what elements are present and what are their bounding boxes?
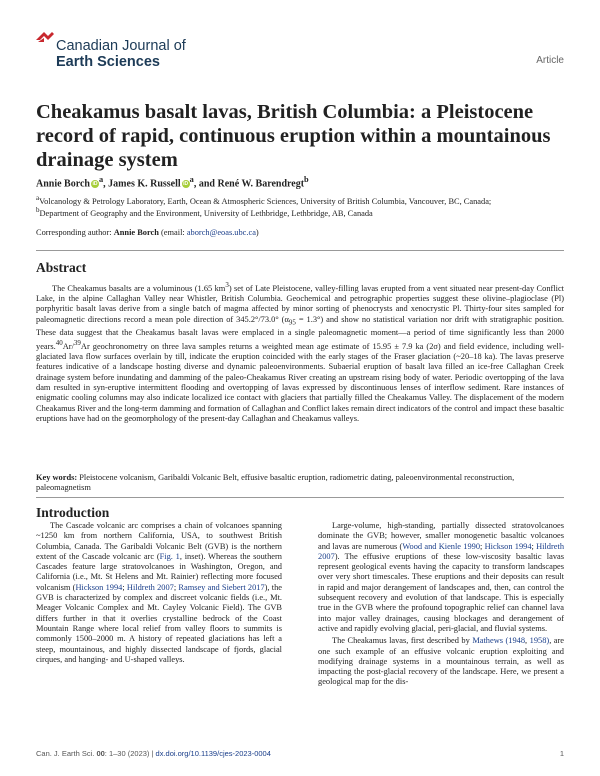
footer-journal: Can. J. Earth Sci. bbox=[36, 749, 97, 758]
author-affiliation-sup: b bbox=[304, 175, 309, 184]
citation-link[interactable]: 1958) bbox=[529, 636, 550, 646]
abstract-sup: 40 bbox=[55, 338, 63, 347]
intro-paragraph bbox=[318, 521, 564, 634]
affiliation bbox=[36, 194, 491, 206]
corresponding-name: Annie Borch bbox=[113, 228, 159, 237]
intro-text: ; bbox=[122, 582, 127, 592]
affiliation bbox=[36, 206, 373, 218]
author-name[interactable]: James K. Russell bbox=[108, 178, 181, 190]
intro-text: Large-volume, high-standing, partially dissected stratovolcanoes dominate the GVB; however, smaller monogenetic basaltic volcanoes and lavas are numerous ( bbox=[318, 521, 564, 551]
citation-link[interactable]: Hildreth 2007 bbox=[126, 582, 174, 592]
keywords-text: Pleistocene volcanism, Garibaldi Volcanic Belt, effusive basaltic eruption, radiometric dating, paleoenvironmental reconstruction, paleomagnetism bbox=[36, 473, 515, 493]
divider bbox=[36, 497, 564, 498]
intro-text: The Cascade volcanic arc comprises a chain of volcanoes spanning ~1250 km from northern California, USA, to southwest British Columbia, Canada. The Garibaldi Volcanic Belt (GVB) is the northern extent of the Cascade volcanic arc ( bbox=[36, 521, 282, 561]
orcid-icon[interactable]: iD bbox=[183, 181, 189, 188]
author-separator: , and bbox=[193, 178, 218, 190]
left-column bbox=[36, 521, 282, 667]
corresponding-author bbox=[36, 228, 259, 237]
journal-name-line1: Canadian Journal of bbox=[56, 38, 186, 54]
affiliation-text: Department of Geography and the Environment, University of Lethbridge, Lethbridge, AB, Canada bbox=[39, 208, 373, 218]
footer-pages: : 1–30 (2023) | bbox=[104, 749, 156, 758]
keywords bbox=[36, 473, 564, 494]
author-separator: , bbox=[103, 178, 109, 190]
footer-citation bbox=[36, 749, 271, 758]
orcid-icon[interactable]: iD bbox=[92, 181, 98, 188]
abstract-text: The Cheakamus basalts are a voluminous (1.65 km bbox=[52, 283, 226, 293]
abstract-text: Ar geochronometry on three lava samples returns a weighted mean age estimate of 15.95 ± 7.9 ka (2σ) and field evidence, including well-glaciated lava flow surfaces overlain by till, indicate the eruption coincided with the early stages of the Fraser glaciation (~20–18 ka). The lavas preserve features indicative of a landscape hosting diverse and dynamic paleoenvironments. Subaerial eruption of basalt lava filled an ice-free Callaghan Creek drainage system before inundating and damming of the paleo-Cheakamus River creating an upstream rising body of water. Periodic overtopping of the lava dam resulted in syn-eruptive intermittent flooding and overtopping of lavas expressed by discontinuous lenses of interflow sediment. Rare instances of enigmatic cooling columns may also indicate localized ice contact with glaciers that partially filled the Cheakamus Valley. The displacement of the modern Cheakamus River and the long-term damming and formation of Callaghan and Conflict lakes remain direct indicators of the control and impact these basaltic eruptions have had on the geomorphology of the present-day Callaghan and Cheakamus valleys. bbox=[36, 341, 564, 423]
figure-link[interactable]: Fig. 1 bbox=[159, 551, 180, 561]
intro-paragraph bbox=[36, 521, 282, 665]
author-affiliation-sup: a bbox=[189, 175, 194, 184]
citation-link[interactable]: Hickson 1994 bbox=[75, 582, 123, 592]
abstract-sup: 39 bbox=[73, 338, 81, 347]
intro-text: ; bbox=[173, 582, 179, 592]
abstract-body bbox=[36, 280, 564, 424]
doi-link[interactable]: dx.doi.org/10.1139/cjes-2023-0004 bbox=[155, 749, 271, 758]
introduction-heading: Introduction bbox=[36, 505, 110, 520]
divider bbox=[36, 250, 564, 251]
abstract-text: Ar/ bbox=[62, 341, 74, 351]
intro-paragraph bbox=[318, 636, 564, 687]
citation-link[interactable]: Hildreth 2007 bbox=[318, 541, 565, 561]
intro-text: ), the GVB is characterized by complex and discreet volcanic fields (i.e., Mt. Meager Volcanic Complex and Mt. Cayley Volcanic Field). The GVB differs further in that it overlies crystalline bedrock of the Coast Mountain Range where local relief from valley floors to summits is commonly 1500–2000 m. A history of repeated glaciations has left a steep, mountainous, and highly dissected landscape of fjords, glacial cirques, and hanging- and U-shaped valleys. bbox=[36, 582, 282, 664]
abstract-sub: 95 bbox=[288, 318, 296, 327]
abstract-sup: 3 bbox=[225, 281, 229, 289]
intro-text: ; bbox=[531, 541, 537, 551]
email-link[interactable]: aborch@eoas.ubc.ca bbox=[186, 228, 256, 237]
intro-text: , inset). Whereas the southern Cascades feature large stratovolcanoes in Washington, Oregon, and California (i.e., Mt. St Helens and Mt. Rainier) reflecting more focused volcanism ( bbox=[36, 551, 282, 592]
page-title: Cheakamus basalt lavas, British Columbia: a Pleistocene record of rapid, continuous eruption within a mountainous drainage system bbox=[36, 101, 551, 171]
author-affiliation-sup: a bbox=[99, 175, 104, 184]
intro-text: , bbox=[525, 636, 530, 646]
abstract-heading: Abstract bbox=[36, 260, 87, 275]
affiliation-sup: a bbox=[36, 194, 40, 202]
journal-name-line2: Earth Sciences bbox=[56, 54, 160, 70]
citation-link[interactable]: Hickson 1994 bbox=[484, 541, 532, 551]
article-type: Article bbox=[536, 55, 564, 66]
abstract-text: = 1.3°) and show no statistical variation nor drift with stratigraphic position. These data suggest that the Cheakamus basalt lavas were emplaced in a single paleomagnetic moment—a period of time significantly less than 2000 years. bbox=[36, 314, 564, 351]
author-name[interactable]: René W. Barendregt bbox=[217, 178, 305, 190]
right-column bbox=[318, 521, 564, 690]
intro-text: ; bbox=[480, 541, 485, 551]
affiliation-text: Volcanology & Petrology Laboratory, Earth, Ocean & Atmospheric Sciences, University of British Columbia, Vancouver, BC, Canada; bbox=[39, 196, 492, 206]
affiliation-sup: b bbox=[36, 206, 40, 214]
citation-link[interactable]: Wood and Kienle 1990 bbox=[402, 541, 481, 551]
citation-link[interactable]: Mathews (1948 bbox=[472, 636, 526, 646]
page-number: 1 bbox=[559, 749, 564, 758]
footer-volume: 00 bbox=[96, 749, 105, 758]
author-name[interactable]: Annie Borch bbox=[36, 178, 90, 190]
journal-logo[interactable] bbox=[34, 24, 186, 70]
email-suffix: ) bbox=[255, 228, 259, 237]
corresponding-label: Corresponding author: bbox=[36, 228, 114, 237]
intro-text: The Cheakamus lavas, first described by bbox=[332, 636, 473, 646]
author-list bbox=[36, 175, 309, 189]
intro-text: , are one such example of an effusive volcanic eruption exploiting and modifying drainage systems in a mountainous terrain, as well as impacting the post-glacial recovery of the landscape. Here, we present a geological map for the dis- bbox=[318, 636, 564, 687]
email-prefix: (email: bbox=[158, 228, 187, 237]
keywords-label: Key words: bbox=[36, 473, 80, 482]
intro-text: ). The effusive eruptions of these low-viscosity basaltic lavas represent geological events having the capacity to transform landscapes over very short timescales. These eruptions and their deposits can result in rapid and major derangement of landscapes and, then, can control the subsequent recovery and evolution of that landscape. This is especially true in the GVB where the profound topographic relief can channel lava into major valley drainages, causing blockages and derangement of active and rapidly evolving glacial, peri-glacial, and fluvial systems. bbox=[318, 551, 564, 633]
abstract-text: ) set of Late Pleistocene, valley-filling lavas erupted from a vent situated near present-day Conflict Lake, in the alpine Callaghan Valley near Whistler, British Columbia. Geochemical and petrographic properties suggest these olivine–plagioclase (Pl) porphyritic basalt lavas derive from a single batch of magma affected by minor sorting of phenocrysts and xenocrystic Pl. Thirty-four sites sampled for paleomagnetic directions record a mean pole direction of 345.2°/73.0° (α bbox=[36, 283, 564, 324]
citation-link[interactable]: Ramsey and Siebert 2017 bbox=[178, 582, 265, 592]
